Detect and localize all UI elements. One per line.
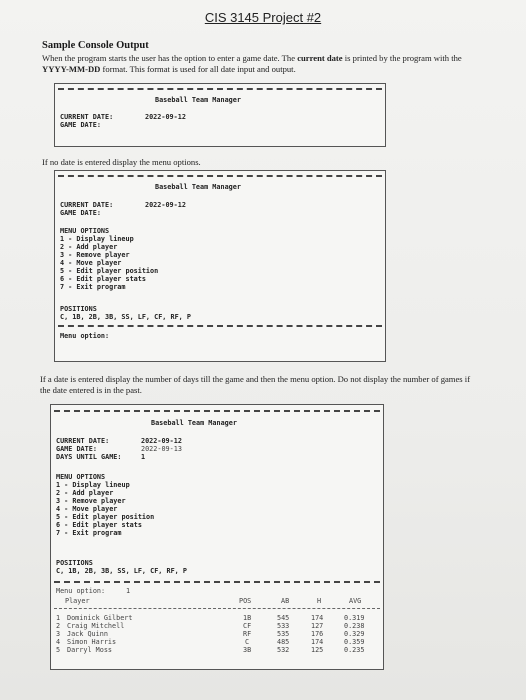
player-name: Jack Quinn bbox=[67, 630, 108, 638]
current-date-label: CURRENT DATE: bbox=[60, 201, 114, 209]
game-date-label: GAME DATE: bbox=[56, 445, 97, 453]
row-number: 1 bbox=[56, 614, 61, 622]
divider bbox=[58, 175, 382, 177]
col-header-ab: AB bbox=[281, 597, 290, 605]
menu-item: 5 - Edit player position bbox=[60, 267, 159, 275]
player-h: 125 bbox=[311, 646, 324, 654]
player-pos: CF bbox=[243, 622, 252, 630]
console-header: Baseball Team Manager bbox=[151, 419, 237, 427]
intro-bold-format: YYYY-MM-DD bbox=[42, 63, 101, 74]
menu-item: 4 - Move player bbox=[56, 505, 118, 513]
player-pos: 3B bbox=[243, 646, 252, 654]
player-pos: C bbox=[245, 638, 250, 646]
divider bbox=[54, 410, 380, 412]
player-avg: 0.329 bbox=[344, 630, 365, 638]
menu-item: 5 - Edit player position bbox=[56, 513, 155, 521]
console-box-start bbox=[54, 83, 386, 147]
menu-item: 6 - Edit player stats bbox=[56, 521, 142, 529]
console-box-menu bbox=[54, 170, 386, 362]
intro-text-c: format. This format is used for all date input and output. bbox=[100, 63, 296, 74]
col-header-h: H bbox=[317, 597, 322, 605]
menu-item: 3 - Remove player bbox=[56, 497, 126, 505]
divider bbox=[54, 581, 380, 583]
player-pos: 1B bbox=[243, 614, 252, 622]
menu-item: 6 - Edit player stats bbox=[60, 275, 146, 283]
player-ab: 532 bbox=[277, 646, 290, 654]
intro-text-b: is printed by the program with the bbox=[342, 53, 462, 63]
positions-list: C, 1B, 2B, 3B, SS, LF, CF, RF, P bbox=[56, 567, 187, 575]
menu-option-choice: 1 bbox=[126, 587, 131, 595]
current-date-label: CURRENT DATE: bbox=[60, 113, 114, 121]
game-date-label: GAME DATE: bbox=[60, 121, 101, 129]
row-number: 5 bbox=[56, 646, 61, 654]
menu-item: 4 - Move player bbox=[60, 259, 122, 267]
current-date-value: 2022-09-12 bbox=[145, 201, 186, 209]
intro-paragraph bbox=[42, 53, 482, 74]
game-date-value: 2022-09-13 bbox=[141, 445, 182, 453]
player-avg: 0.238 bbox=[344, 622, 365, 630]
console-box-lineup bbox=[50, 404, 384, 670]
menu-options-title: MENU OPTIONS bbox=[56, 473, 106, 481]
menu-item: 3 - Remove player bbox=[60, 251, 130, 259]
date-entered-paragraph: If a date is entered display the number of days till the game and then the menu option. Do not display the number of games if the date entered is in the past. bbox=[40, 374, 471, 395]
player-h: 174 bbox=[311, 638, 324, 646]
section-heading: Sample Console Output bbox=[42, 40, 149, 51]
player-name: Simon Harris bbox=[67, 638, 117, 646]
player-name: Dominick Gilbert bbox=[67, 614, 133, 622]
days-until-game-value: 1 bbox=[141, 453, 146, 461]
days-until-game-label: DAYS UNTIL GAME: bbox=[56, 453, 122, 461]
row-number: 4 bbox=[56, 638, 61, 646]
no-date-paragraph: If no date is entered display the menu options. bbox=[42, 157, 201, 167]
console-header: Baseball Team Manager bbox=[155, 96, 241, 104]
player-ab: 533 bbox=[277, 622, 290, 630]
player-avg: 0.359 bbox=[344, 638, 365, 646]
current-date-value: 2022-09-12 bbox=[141, 437, 182, 445]
current-date-value: 2022-09-12 bbox=[145, 113, 186, 121]
col-header-player: Player bbox=[65, 597, 90, 605]
menu-item: 1 - Display lineup bbox=[56, 481, 130, 489]
console-header: Baseball Team Manager bbox=[155, 183, 241, 191]
intro-bold-current-date: current date bbox=[297, 53, 343, 63]
player-avg: 0.235 bbox=[344, 646, 365, 654]
divider bbox=[58, 88, 382, 90]
menu-options-title: MENU OPTIONS bbox=[60, 227, 110, 235]
player-h: 176 bbox=[311, 630, 324, 638]
game-date-label: GAME DATE: bbox=[60, 209, 101, 217]
menu-option-prompt: Menu option: bbox=[60, 332, 110, 340]
positions-title: POSITIONS bbox=[56, 559, 93, 567]
player-ab: 545 bbox=[277, 614, 290, 622]
menu-item: 7 - Exit program bbox=[60, 283, 126, 291]
positions-list: C, 1B, 2B, 3B, SS, LF, CF, RF, P bbox=[60, 313, 191, 321]
player-h: 174 bbox=[311, 614, 324, 622]
menu-item: 7 - Exit program bbox=[56, 529, 122, 537]
player-name: Darryl Moss bbox=[67, 646, 113, 654]
col-header-avg: AVG bbox=[349, 597, 362, 605]
positions-title: POSITIONS bbox=[60, 305, 97, 313]
menu-option-prompt: Menu option: bbox=[56, 587, 106, 595]
player-name: Craig Mitchell bbox=[67, 622, 125, 630]
menu-item: 2 - Add player bbox=[56, 489, 114, 497]
divider bbox=[54, 608, 380, 609]
player-ab: 535 bbox=[277, 630, 290, 638]
row-number: 2 bbox=[56, 622, 61, 630]
divider bbox=[58, 325, 382, 327]
intro-text-a: When the program starts the user has the option to enter a game date. The bbox=[42, 53, 298, 63]
player-pos: RF bbox=[243, 630, 252, 638]
player-h: 127 bbox=[311, 622, 324, 630]
page-title: CIS 3145 Project #2 bbox=[204, 10, 322, 25]
menu-item: 1 - Display lineup bbox=[60, 235, 134, 243]
current-date-label: CURRENT DATE: bbox=[56, 437, 110, 445]
row-number: 3 bbox=[56, 630, 61, 638]
player-ab: 485 bbox=[277, 638, 290, 646]
col-header-pos: POS bbox=[239, 597, 252, 605]
player-avg: 0.319 bbox=[344, 614, 365, 622]
menu-item: 2 - Add player bbox=[60, 243, 118, 251]
